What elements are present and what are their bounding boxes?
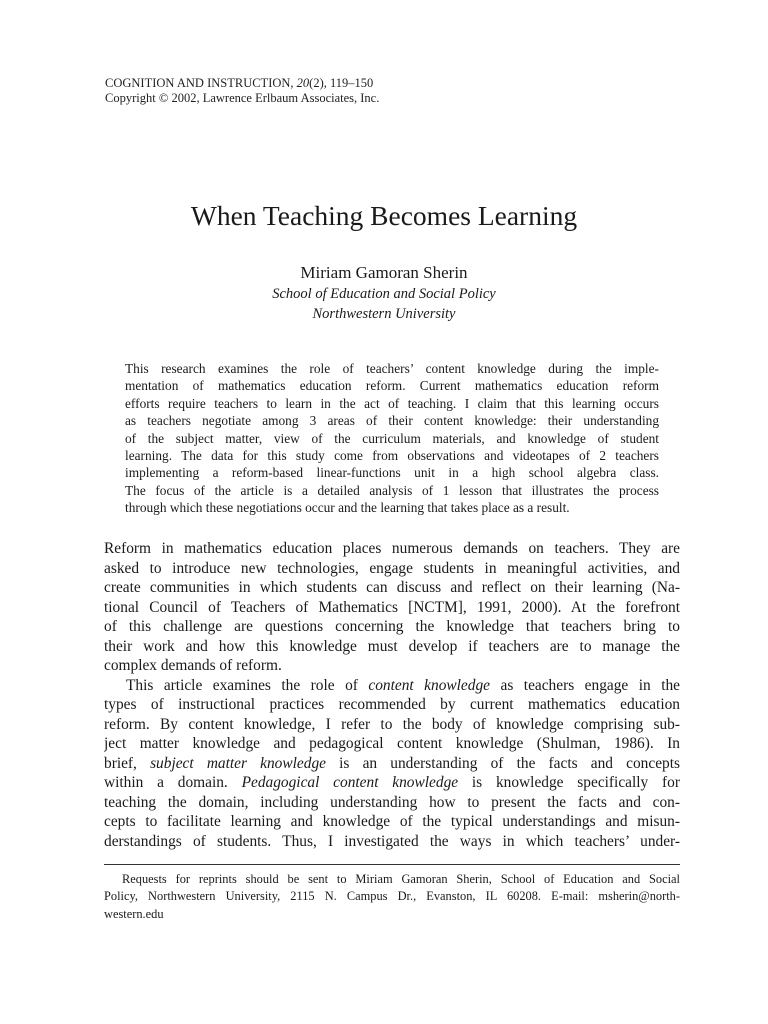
abstract-line: implementing a reform-based linear-functions unit in a high school algebra class.: [125, 465, 659, 481]
author-affiliation-university: Northwestern University: [312, 306, 456, 322]
body-line: [104, 773, 680, 793]
text-run: is knowledge specifically for: [458, 774, 680, 791]
author-name: Miriam Gamoran Sherin: [300, 263, 468, 282]
abstract: [125, 360, 659, 517]
running-head: [105, 76, 379, 106]
abstract-line: mentation of mathematics education reform. Current mathematics education reform: [125, 378, 659, 394]
body-text: [104, 539, 680, 851]
abstract-line: of the subject matter, view of the curriculum materials, and knowledge of student: [125, 430, 659, 446]
abstract-line: The focus of the article is a detailed analysis of 1 lesson that illustrates the process: [125, 482, 659, 498]
body-line: complex demands of reform.: [104, 657, 282, 674]
footnote-line: Policy, Northwestern University, 2115 N. Campus Dr., Evanston, IL 60208. E-mail: msherin@north-: [104, 889, 680, 904]
text-run: within a domain.: [104, 774, 242, 791]
footnote-line: Requests for reprints should be sent to Miriam Gamoran Sherin, School of Education and Social: [122, 872, 680, 886]
emphasis-term: content knowledge: [368, 676, 490, 694]
body-line: types of instructional practices recommended by current mathematics education: [104, 696, 680, 713]
footnote-line: western.edu: [104, 906, 164, 921]
body-line: Reform in mathematics education places numerous demands on teachers. They are: [104, 540, 680, 557]
body-line: teaching the domain, including understanding how to present the facts and con-: [104, 793, 680, 811]
body-line: create communities in which students can discuss and reflect on their learning (Na-: [104, 579, 680, 596]
body-line: asked to introduce new technologies, engage students in meaningful activities, and: [104, 559, 680, 577]
abstract-line: as teachers negotiate among 3 areas of their content knowledge: their understanding: [125, 413, 659, 429]
paragraph-2: [104, 676, 680, 852]
footnote-divider: [104, 864, 680, 865]
text-run: brief,: [104, 754, 151, 772]
article-title: When Teaching Becomes Learning: [190, 200, 578, 231]
body-line: tional Council of Teachers of Mathematics [NCTM], 1991, 2000). At the forefront: [104, 598, 680, 616]
abstract-line: learning. The data for this study come from observations and videotapes of 2 teachers: [125, 448, 659, 464]
copyright-line: Copyright © 2002, Lawrence Erlbaum Associates, Inc.: [105, 91, 380, 105]
body-line: derstandings of students. Thus, I investigated the ways in which teachers’ under-: [104, 832, 680, 850]
footnote: [104, 871, 680, 923]
text-run: This article examines the role of: [126, 676, 369, 694]
text-run: as teachers engage in the: [490, 676, 680, 694]
author-affiliation-school: School of Education and Social Policy: [272, 286, 496, 302]
text-run: is an understanding of the facts and concepts: [325, 754, 680, 772]
body-line: cepts to facilitate learning and knowledge of the typical understandings and misun-: [104, 813, 680, 830]
body-line: ject matter knowledge and pedagogical content knowledge (Shulman, 1986). In: [104, 735, 680, 752]
paragraph-1: [104, 539, 680, 676]
body-line: reform. By content knowledge, I refer to the body of knowledge comprising sub-: [104, 715, 680, 733]
abstract-line: This research examines the role of teachers’ content knowledge during the imple-: [125, 361, 659, 376]
body-line: of this challenge are questions concerning the knowledge that teachers bring to: [104, 618, 680, 635]
emphasis-term: Pedagogical content knowledge: [241, 774, 459, 791]
journal-issue-pages: (2), 119–150: [309, 76, 374, 90]
body-line: [104, 676, 680, 696]
emphasis-term: subject matter knowledge: [150, 754, 326, 772]
journal-name: COGNITION AND INSTRUCTION,: [105, 76, 297, 90]
abstract-line: efforts require teachers to learn in the act of teaching. I claim that this learning occurs: [125, 395, 659, 411]
journal-citation: [105, 76, 379, 91]
body-line: [104, 754, 680, 774]
body-line: their work and how this knowledge must develop if teachers are to manage the: [104, 637, 680, 655]
journal-volume: 20: [296, 76, 310, 90]
author-block: [0, 262, 768, 324]
abstract-line: through which these negotiations occur and the learning that takes place as a result.: [125, 500, 570, 516]
